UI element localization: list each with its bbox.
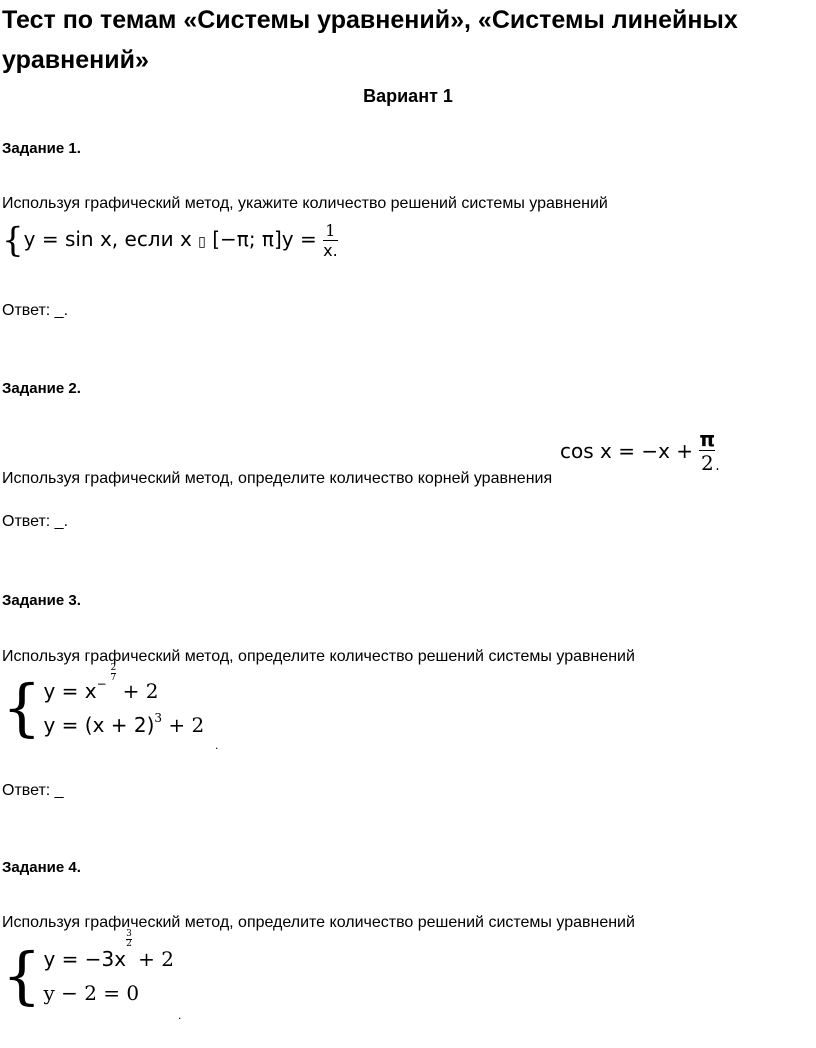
- task-4-line-1-right: + 2: [131, 947, 175, 971]
- exponent-denominator: 2: [126, 939, 132, 949]
- task-4-line-1: [43, 929, 175, 976]
- missing-glyph-box: ▯: [198, 234, 206, 251]
- system-brace: {: [2, 220, 24, 261]
- task-3-formula: [2, 663, 205, 744]
- fraction-denominator: 2: [700, 451, 714, 475]
- task-3-line-1-right: + 2: [116, 679, 159, 703]
- task-2-formula: [560, 428, 720, 474]
- exponent-numerator: 3: [126, 929, 132, 939]
- variant-heading: Вариант 1: [363, 86, 453, 106]
- task-2-formula-left: cos x = −x +: [560, 439, 700, 463]
- task-4-exponent: [126, 929, 132, 957]
- task-2-text: Используя графический метод, определите количество корней уравнения: [2, 470, 553, 487]
- task-4-line-1-left: y = −3x: [43, 947, 127, 971]
- task-3-line-2-left: y = (x + 2): [43, 713, 155, 737]
- system-brace: {: [2, 939, 42, 1012]
- task-3-line-2-exponent: 3: [154, 711, 163, 725]
- exponent-denominator: 7: [110, 673, 117, 683]
- task-1-heading: Задание 1.: [2, 140, 81, 157]
- task-4-formula: [2, 929, 175, 1012]
- exponent-fraction: [126, 930, 132, 949]
- exponent-fraction: [111, 664, 117, 683]
- task-2-trailing-period: .: [715, 458, 720, 474]
- task-2-answer: Ответ: _.: [2, 513, 69, 530]
- task-3-line-1-left: y = x: [43, 679, 97, 703]
- task-3-line-2-right: + 2: [162, 713, 205, 737]
- task-1-fraction: [323, 222, 338, 259]
- task-3-text: Используя графический метод, определите количество решений системы уравнений: [2, 648, 635, 665]
- fraction-numerator: 1: [325, 221, 336, 240]
- system-brace: {: [2, 671, 42, 744]
- task-1-formula: [2, 222, 338, 259]
- task-4-line-2-text: y − 2 = 0: [43, 981, 140, 1005]
- task-3-line-1: [43, 663, 204, 708]
- task-3-trailing-period: .: [215, 738, 219, 752]
- task-4-line-2: [43, 976, 174, 1010]
- task-3-heading: Задание 3.: [2, 592, 81, 609]
- task-1-text: Используя графический метод, укажите количество решений системы уравнений: [2, 195, 608, 212]
- task-3-answer: Ответ: _: [2, 782, 64, 799]
- exponent-sign: −: [96, 677, 107, 691]
- page-title: Тест по темам «Системы уравнений», «Системы линейных уравнений»: [2, 6, 738, 74]
- task-1-interval: [−π; π]: [212, 227, 282, 252]
- task-1-formula-line2: y =: [281, 227, 324, 252]
- task-4-trailing-period: .: [178, 1008, 182, 1022]
- task-3-exponent: [96, 663, 117, 691]
- task-2-fraction: [699, 428, 715, 474]
- task-4-text: Используя графический метод, определите количество решений системы уравнений: [2, 914, 635, 931]
- fraction-denominator: x.: [323, 240, 338, 260]
- fraction-numerator: π: [699, 427, 716, 451]
- exponent-numerator: 2: [110, 663, 117, 673]
- task-3-line-2: [43, 708, 204, 742]
- task-2-heading: Задание 2.: [2, 380, 81, 397]
- task-1-answer: Ответ: _.: [2, 302, 69, 319]
- task-1-formula-line1: y = sin x, если x: [23, 227, 199, 252]
- task-4-heading: Задание 4.: [2, 859, 81, 876]
